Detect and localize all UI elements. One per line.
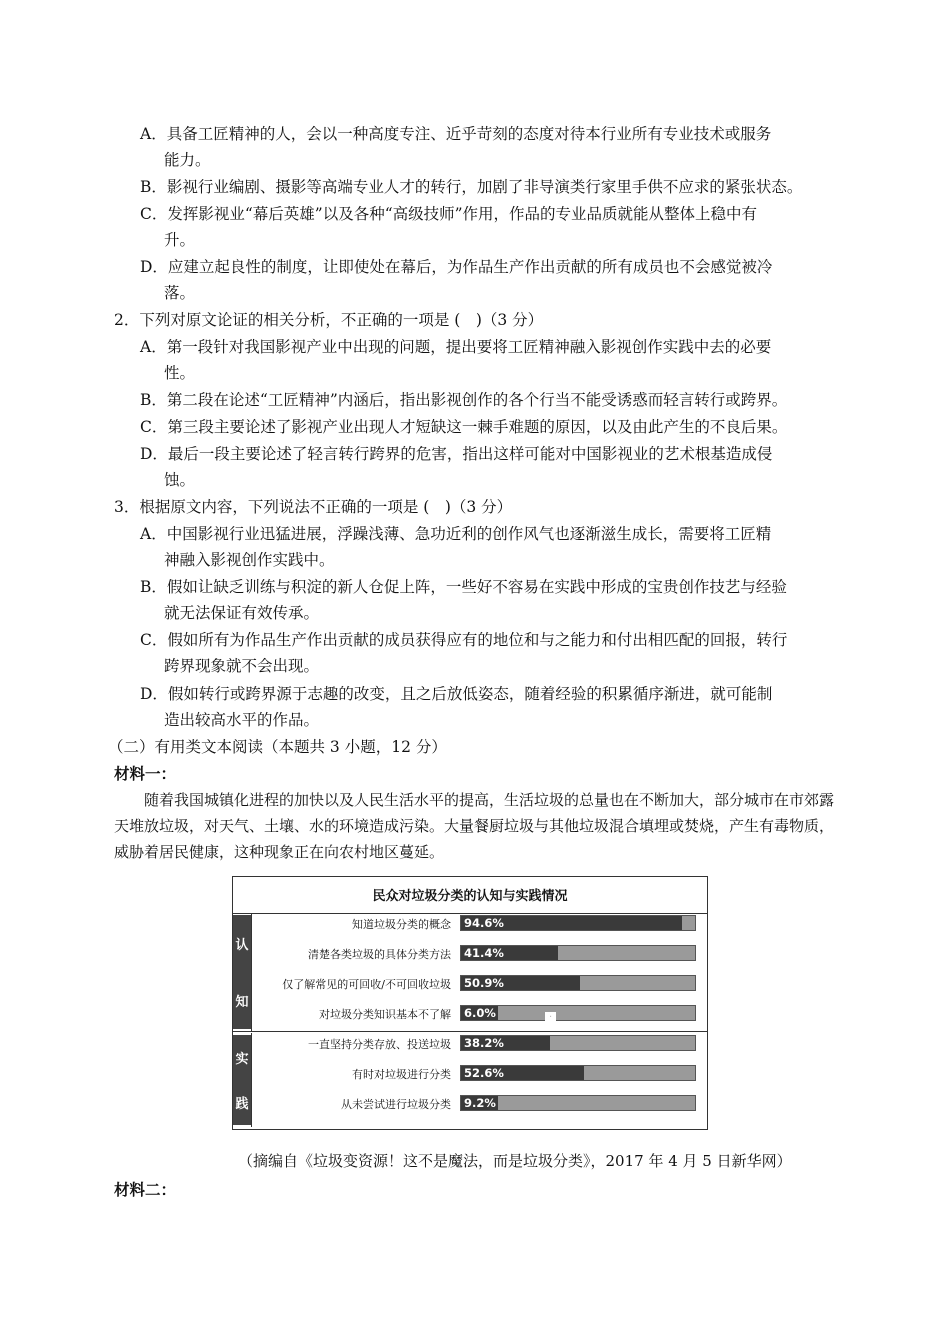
bar-track bbox=[460, 975, 696, 991]
group-side-label bbox=[233, 915, 251, 1029]
bar-category-label: 有时对垃圾进行分类 bbox=[352, 1068, 451, 1081]
q2-option-b: B．第二段在论述“工匠精神”内涵后，指出影视创作的各个行当不能受诱惑而轻言转行或跨界。 bbox=[140, 391, 788, 409]
q3-option-a: A．中国影视行业迅猛进展，浮躁浅薄、急功近利的创作风气也逐渐滋生成长，需要将工匠精 bbox=[140, 525, 772, 543]
bar-value-label: 52.6% bbox=[464, 1066, 504, 1080]
bar-value-label: 41.4% bbox=[464, 946, 504, 960]
bar-category-label: 仅了解常见的可回收/不可回收垃圾 bbox=[282, 978, 451, 991]
q3-option-c-cont: 跨界现象就不会出现。 bbox=[164, 657, 320, 675]
q1-option-d-cont: 落。 bbox=[164, 284, 196, 302]
bar-category-label: 清楚各类垃圾的具体分类方法 bbox=[308, 948, 451, 961]
bar-track bbox=[460, 1095, 696, 1111]
bar-category-label: 从未尝试进行垃圾分类 bbox=[341, 1098, 451, 1111]
q3-option-b-cont: 就无法保证有效传承。 bbox=[164, 604, 320, 622]
source-caption: （摘编自《垃圾变资源！这不是魔法，而是垃圾分类》，2017 年 4 月 5 日新华网） bbox=[238, 1152, 792, 1170]
q2-option-d: D．最后一段主要论述了轻言转行跨界的危害，指出这样可能对中国影视业的艺术根基造成侵 bbox=[140, 445, 773, 463]
q2-option-c: C．第三段主要论述了影视产业出现人才短缺这一棘手难题的原因，以及由此产生的不良后果。 bbox=[140, 418, 788, 436]
q3-option-d: D．假如转行或跨界源于志趣的改变，且之后放低姿态，随着经验的积累循序渐进，就可能制 bbox=[140, 685, 773, 703]
bar-track bbox=[460, 945, 696, 961]
bar-value-label: 50.9% bbox=[464, 976, 504, 990]
watermark-fragment: · bbox=[545, 1012, 556, 1023]
bar-category-label: 知道垃圾分类的概念 bbox=[352, 918, 451, 931]
q1-option-b: B．影视行业编剧、摄影等高端专业人才的转行，加剧了非导演类行家里手供不应求的紧张状态。 bbox=[140, 178, 803, 196]
group-side-char: 践 bbox=[235, 1097, 249, 1112]
material-2-label: 材料二： bbox=[114, 1180, 177, 1199]
q2-option-a-cont: 性。 bbox=[164, 364, 196, 382]
bar-track bbox=[460, 1065, 696, 1081]
group-side-border bbox=[251, 1033, 252, 1127]
q2-option-d-cont: 蚀。 bbox=[164, 471, 196, 489]
bar-value-label: 6.0% bbox=[464, 1006, 496, 1020]
q1-option-d: D．应建立起良性的制度，让即使处在幕后，为作品生产作出贡献的所有成员也不会感觉被冷 bbox=[140, 258, 773, 276]
bar-track bbox=[460, 1035, 696, 1051]
chart-divider bbox=[233, 1031, 707, 1032]
group-side-label bbox=[233, 1035, 251, 1125]
q1-option-c-cont: 升。 bbox=[164, 231, 196, 249]
q3-option-d-cont: 造出较高水平的作品。 bbox=[164, 711, 320, 729]
q3-option-c: C．假如所有为作品生产作出贡献的成员获得应有的地位和与之能力和付出相匹配的回报，转行 bbox=[140, 631, 788, 649]
bar-value-label: 9.2% bbox=[464, 1096, 496, 1110]
bar-chart bbox=[232, 876, 708, 1130]
q3-option-b: B．假如让缺乏训练与积淀的新人仓促上阵，一些好不容易在实践中形成的宝贵创作技艺与经验 bbox=[140, 578, 787, 596]
q1-option-a: A．具备工匠精神的人，会以一种高度专注、近乎苛刻的态度对待本行业所有专业技术或服务 bbox=[140, 125, 772, 143]
group-side-char: 知 bbox=[235, 995, 249, 1010]
group-side-char: 认 bbox=[235, 938, 249, 953]
material-1-label: 材料一： bbox=[114, 764, 177, 783]
group-side-char: 实 bbox=[235, 1052, 249, 1067]
q3-option-a-cont: 神融入影视创作实践中。 bbox=[164, 551, 335, 569]
section-heading: （二）有用类文本阅读（本题共 3 小题，12 分） bbox=[108, 738, 447, 756]
bar-track bbox=[460, 915, 696, 931]
q2-stem: 2．下列对原文论证的相关分析，不正确的一项是 ( )（3 分） bbox=[114, 311, 544, 329]
bar-value-label: 38.2% bbox=[464, 1036, 504, 1050]
q2-option-a: A．第一段针对我国影视产业中出现的问题，提出要将工匠精神融入影视创作实践中去的必要 bbox=[140, 338, 772, 356]
chart-title: 民众对垃圾分类的认知与实践情况 bbox=[372, 889, 568, 904]
q1-option-a-cont: 能力。 bbox=[164, 151, 211, 169]
chart-divider bbox=[233, 913, 707, 914]
q3-stem: 3．根据原文内容，下列说法不正确的一项是 ( )（3 分） bbox=[114, 498, 513, 516]
material-1-text: 随着我国城镇化进程的加快以及人民生活水平的提高，生活垃圾的总量也在不断加大，部分城市在市郊露天堆放垃圾，对天气、土壤、水的环境造成污染。大量餐厨垃圾与其他垃圾混合填埋或焚烧，产生有毒物质，威胁着居民健康，这种现象正在向农村地区蔓延。 bbox=[114, 791, 835, 861]
bar-track bbox=[460, 1005, 696, 1021]
material-1-paragraph bbox=[114, 787, 844, 865]
group-side-border bbox=[251, 913, 252, 1031]
q1-option-c: C．发挥影视业“幕后英雄”以及各种“高级技师”作用，作品的专业品质就能从整体上稳中有 bbox=[140, 205, 758, 223]
bar-category-label: 对垃圾分类知识基本不了解 bbox=[319, 1008, 451, 1021]
bar-value-label: 94.6% bbox=[464, 916, 504, 930]
bar-category-label: 一直坚持分类存放、投送垃圾 bbox=[308, 1038, 451, 1051]
